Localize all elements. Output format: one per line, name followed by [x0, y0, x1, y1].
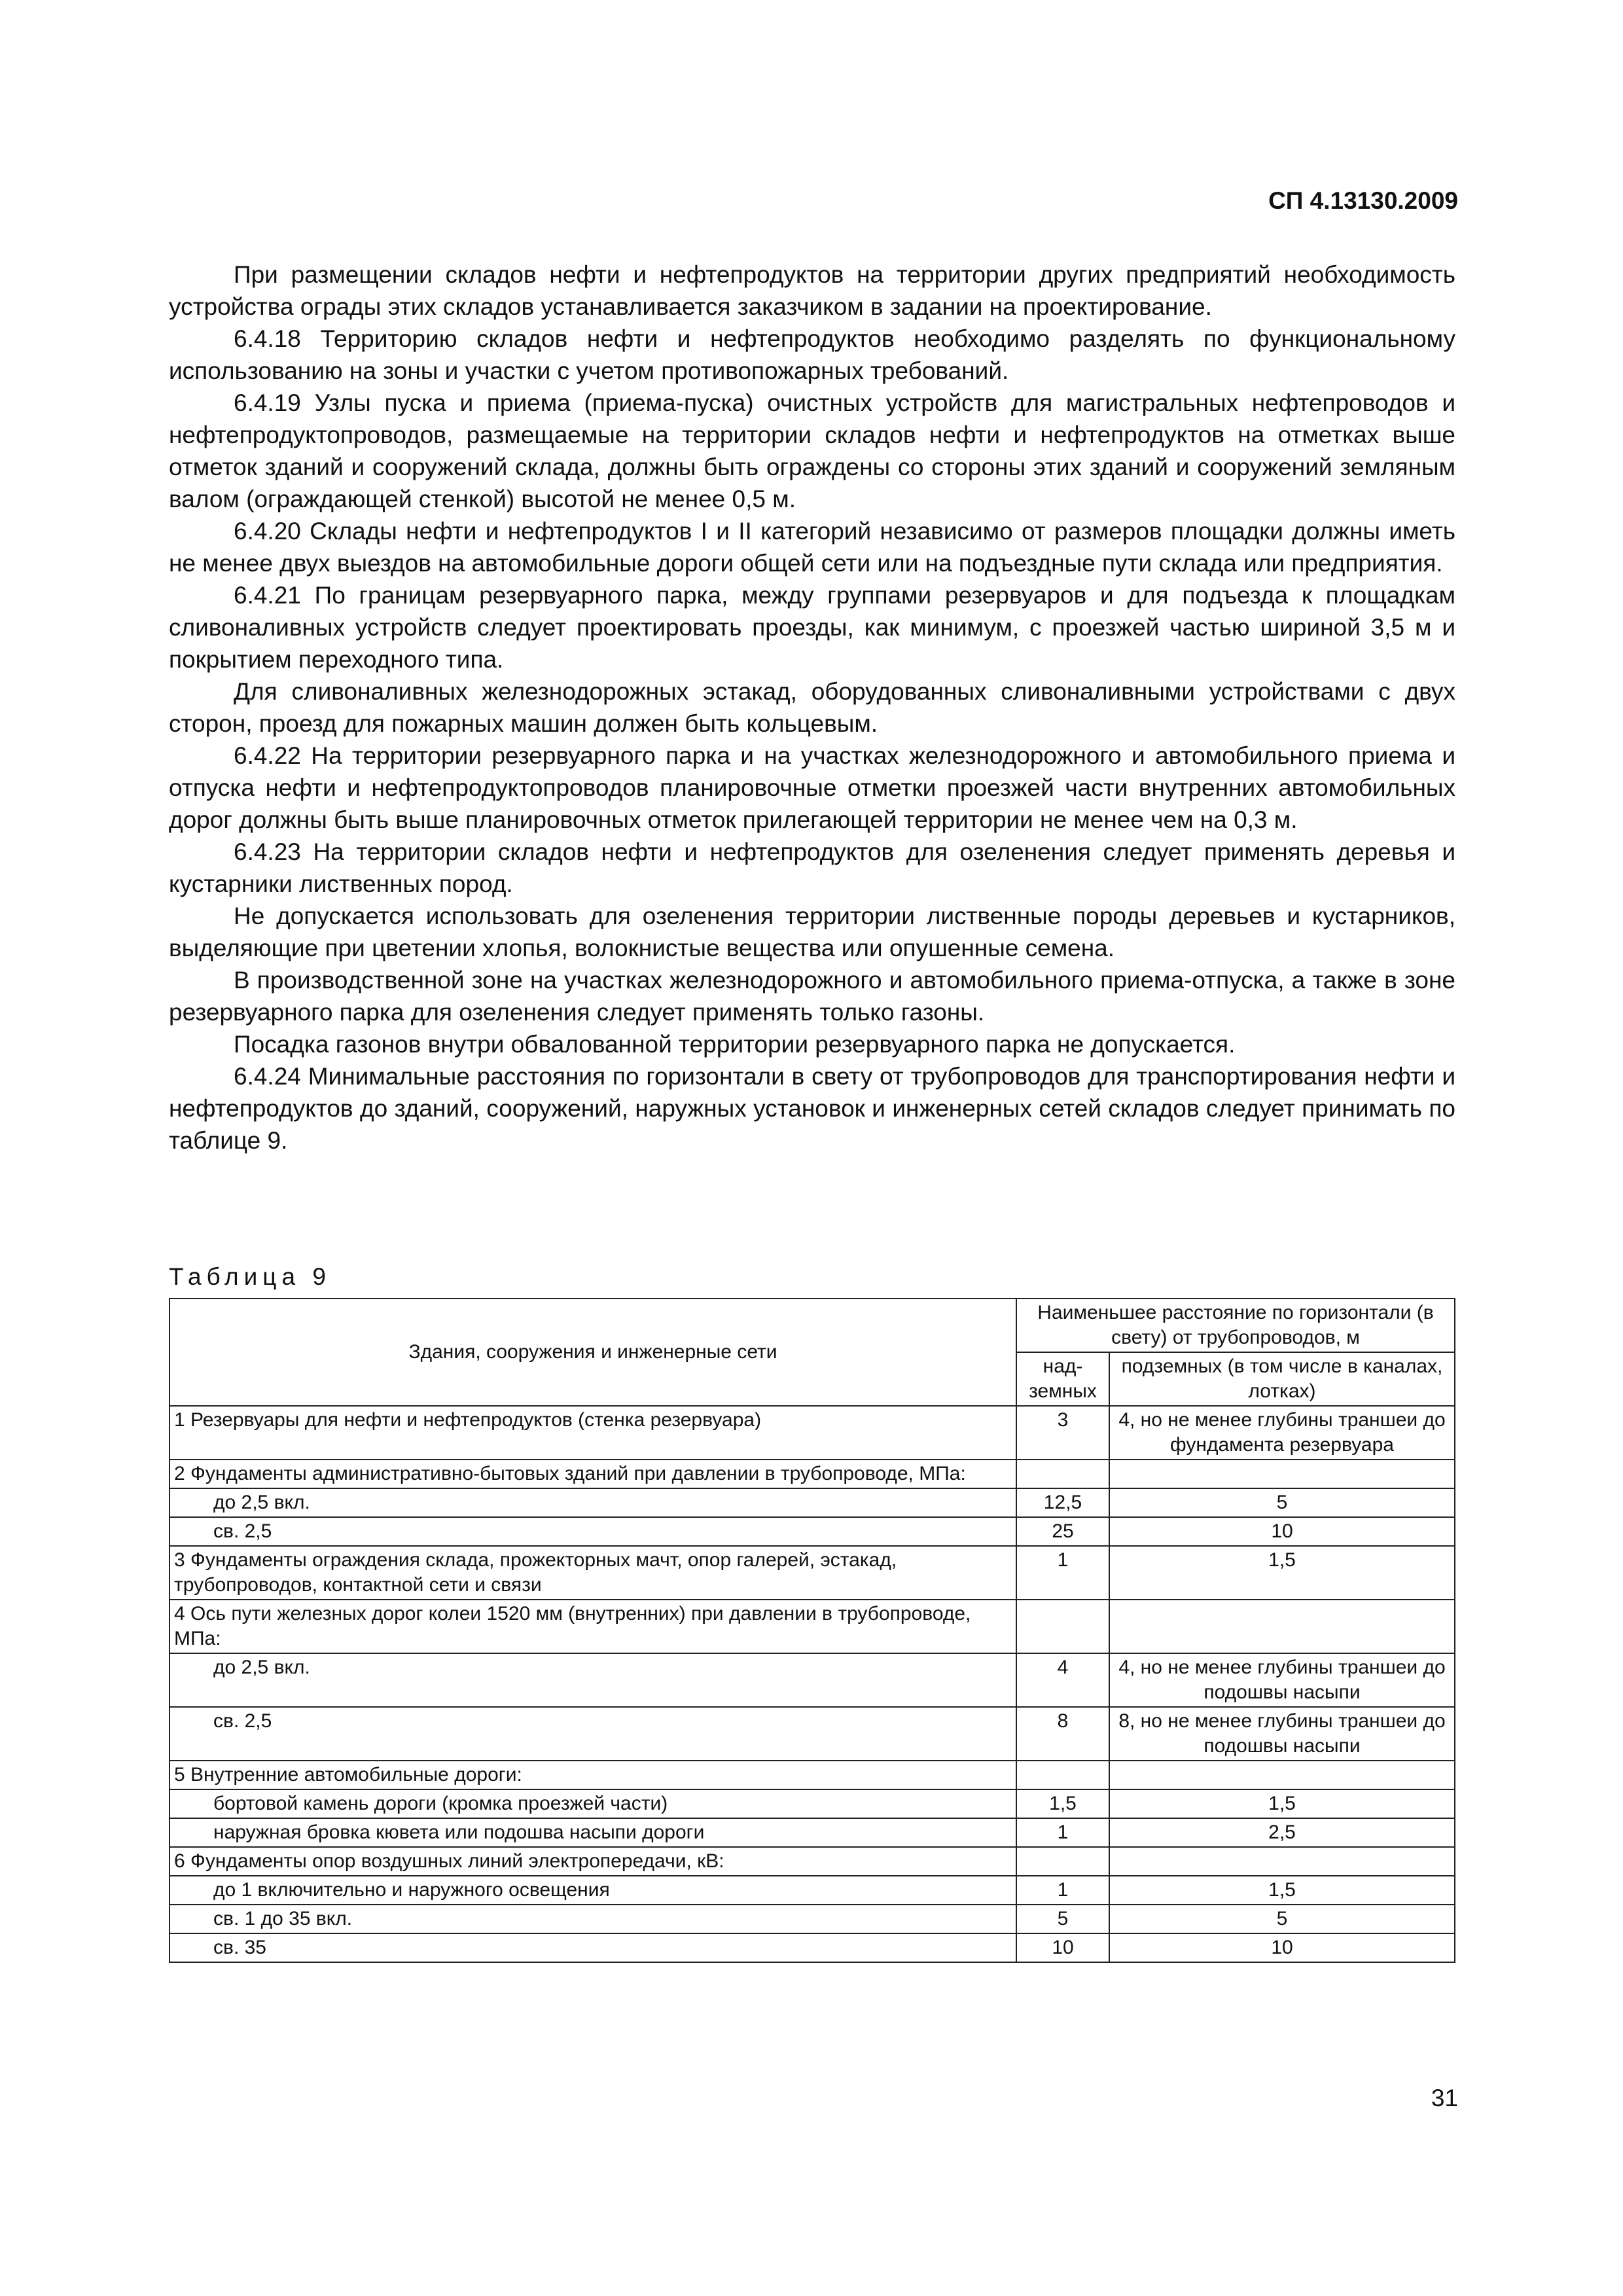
document-number: СП 4.13130.2009 [1268, 187, 1458, 214]
cell-above-ground: 10 [1016, 1933, 1109, 1962]
cell-above-ground: 5 [1016, 1905, 1109, 1933]
cell-underground: 8, но не менее глубины траншеи до подошвы насыпи [1109, 1707, 1455, 1761]
cell-underground: 10 [1109, 1933, 1455, 1962]
table-caption: Таблица 9 [169, 1263, 331, 1290]
cell-underground [1109, 1600, 1455, 1653]
table-row [169, 1546, 1455, 1600]
cell-object: 5 Внутренние автомобильные дороги: [169, 1761, 1016, 1789]
header-objects: Здания, сооружения и инженерные сети [169, 1299, 1016, 1406]
cell-object: бортовой камень дороги (кромка проезжей части) [169, 1789, 1016, 1818]
paragraph: В производственной зоне на участках железнодорожного и автомобильного приема-отпуска, а также в зоне резервуарного парка для озеленения следует применять только газоны. [169, 967, 1455, 1026]
distance-table [169, 1298, 1455, 1963]
cell-underground: 4, но не менее глубины траншеи до фундамента резервуара [1109, 1406, 1455, 1460]
cell-object: до 1 включительно и наружного освещения [169, 1876, 1016, 1905]
cell-underground: 1,5 [1109, 1876, 1455, 1905]
paragraph: 6.4.22 На территории резервуарного парка и на участках железнодорожного и автомобильного приема и отпуска нефти и нефтепродуктопроводов планировочные отметки проезжей части внутренних автомобильных дорог должны быть выше планировочных отметок прилегающей территории не менее чем на 0,3 м. [169, 742, 1455, 833]
cell-object: до 2,5 вкл. [169, 1488, 1016, 1517]
cell-above-ground: 3 [1016, 1406, 1109, 1460]
table-row [169, 1406, 1455, 1460]
cell-above-ground: 1 [1016, 1546, 1109, 1600]
cell-object: св. 2,5 [169, 1517, 1016, 1546]
table-row [169, 1600, 1455, 1653]
body-text [169, 259, 1455, 1157]
table-row [169, 1460, 1455, 1488]
cell-object: 2 Фундаменты административно-бытовых зданий при давлении в трубопроводе, МПа: [169, 1460, 1016, 1488]
paragraph: 6.4.21 По границам резервуарного парка, между группами резервуаров и для подъезда к площадкам сливоналивных устройств следует проектировать проезды, как минимум, с проезжей частью шириной 3,5 м и покрытием переходного типа. [169, 582, 1455, 673]
table-row [169, 1517, 1455, 1546]
header-above-ground: над-земных [1016, 1352, 1109, 1406]
paragraph: 6.4.18 Территорию складов нефти и нефтепродуктов необходимо разделять по функциональному использованию на зоны и участки с учетом противопожарных требований. [169, 325, 1455, 384]
table-row [169, 1707, 1455, 1761]
cell-above-ground [1016, 1847, 1109, 1876]
header-underground: подземных (в том числе в каналах, лотках) [1109, 1352, 1455, 1406]
cell-above-ground: 1 [1016, 1818, 1109, 1847]
paragraph: 6.4.20 Склады нефти и нефтепродуктов I и II категорий независимо от размеров площадки должны иметь не менее двух выездов на автомобильные дороги общей сети или на подъездные пути склада или предприятия. [169, 518, 1455, 577]
cell-underground [1109, 1761, 1455, 1789]
table-row [169, 1761, 1455, 1789]
cell-object: св. 2,5 [169, 1707, 1016, 1761]
cell-object: 6 Фундаменты опор воздушных линий электропередачи, кВ: [169, 1847, 1016, 1876]
cell-above-ground: 12,5 [1016, 1488, 1109, 1517]
table-row [169, 1789, 1455, 1818]
paragraph: При размещении складов нефти и нефтепродуктов на территории других предприятий необходимость устройства ограды этих складов устанавливается заказчиком в задании на проектирование. [169, 261, 1455, 320]
paragraph: 6.4.23 На территории складов нефти и нефтепродуктов для озеленения следует применять деревья и кустарники лиственных пород. [169, 838, 1455, 897]
cell-underground [1109, 1460, 1455, 1488]
cell-above-ground: 1,5 [1016, 1789, 1109, 1818]
cell-object: 4 Ось пути железных дорог колеи 1520 мм (внутренних) при давлении в трубопроводе, МПа: [169, 1600, 1016, 1653]
cell-object: св. 1 до 35 вкл. [169, 1905, 1016, 1933]
table-row [169, 1818, 1455, 1847]
cell-underground: 5 [1109, 1488, 1455, 1517]
cell-object: 1 Резервуары для нефти и нефтепродуктов (стенка резервуара) [169, 1406, 1016, 1460]
cell-above-ground: 4 [1016, 1653, 1109, 1707]
table-row [169, 1847, 1455, 1876]
cell-above-ground: 8 [1016, 1707, 1109, 1761]
cell-underground: 5 [1109, 1905, 1455, 1933]
cell-object: наружная бровка кювета или подошва насыпи дороги [169, 1818, 1016, 1847]
table-row [169, 1876, 1455, 1905]
paragraph: 6.4.24 Минимальные расстояния по горизонтали в свету от трубопроводов для транспортирования нефти и нефтепродуктов до зданий, сооружений, наружных установок и инженерных сетей складов следует принимать по таблице 9. [169, 1063, 1455, 1154]
cell-above-ground [1016, 1460, 1109, 1488]
paragraph: Не допускается использовать для озеленения территории лиственные породы деревьев и кустарников, выделяющие при цветении хлопья, волокнистые вещества или опушенные семена. [169, 903, 1455, 961]
cell-above-ground: 1 [1016, 1876, 1109, 1905]
cell-above-ground [1016, 1761, 1109, 1789]
header-distance: Наименьшее расстояние по горизонтали (в свету) от трубопроводов, м [1016, 1299, 1455, 1352]
cell-underground [1109, 1847, 1455, 1876]
paragraph: Посадка газонов внутри обвалованной территории резервуарного парка не допускается. [234, 1031, 1236, 1058]
cell-underground: 1,5 [1109, 1546, 1455, 1600]
table-row [169, 1653, 1455, 1707]
table-row [169, 1905, 1455, 1933]
table-row [169, 1933, 1455, 1962]
table-row [169, 1488, 1455, 1517]
cell-above-ground: 25 [1016, 1517, 1109, 1546]
cell-underground: 10 [1109, 1517, 1455, 1546]
cell-above-ground [1016, 1600, 1109, 1653]
page-number: 31 [1431, 2085, 1458, 2111]
cell-object: до 2,5 вкл. [169, 1653, 1016, 1707]
cell-underground: 1,5 [1109, 1789, 1455, 1818]
cell-object: 3 Фундаменты ограждения склада, прожекторных мачт, опор галерей, эстакад, трубопроводов, контактной сети и связи [169, 1546, 1016, 1600]
paragraph: 6.4.19 Узлы пуска и приема (приема-пуска) очистных устройств для магистральных нефтепроводов и нефтепродуктопроводов, размещаемые на территории складов нефти и нефтепродуктов на отметках выше отметок зданий и сооружений склада, должны быть ограждены со стороны этих зданий и сооружений земляным валом (ограждающей стенкой) высотой не менее 0,5 м. [169, 389, 1455, 512]
cell-underground: 2,5 [1109, 1818, 1455, 1847]
paragraph: Для сливоналивных железнодорожных эстакад, оборудованных сливоналивными устройствами с двух сторон, проезд для пожарных машин должен быть кольцевым. [169, 678, 1455, 737]
cell-underground: 4, но не менее глубины траншеи до подошвы насыпи [1109, 1653, 1455, 1707]
cell-object: св. 35 [169, 1933, 1016, 1962]
